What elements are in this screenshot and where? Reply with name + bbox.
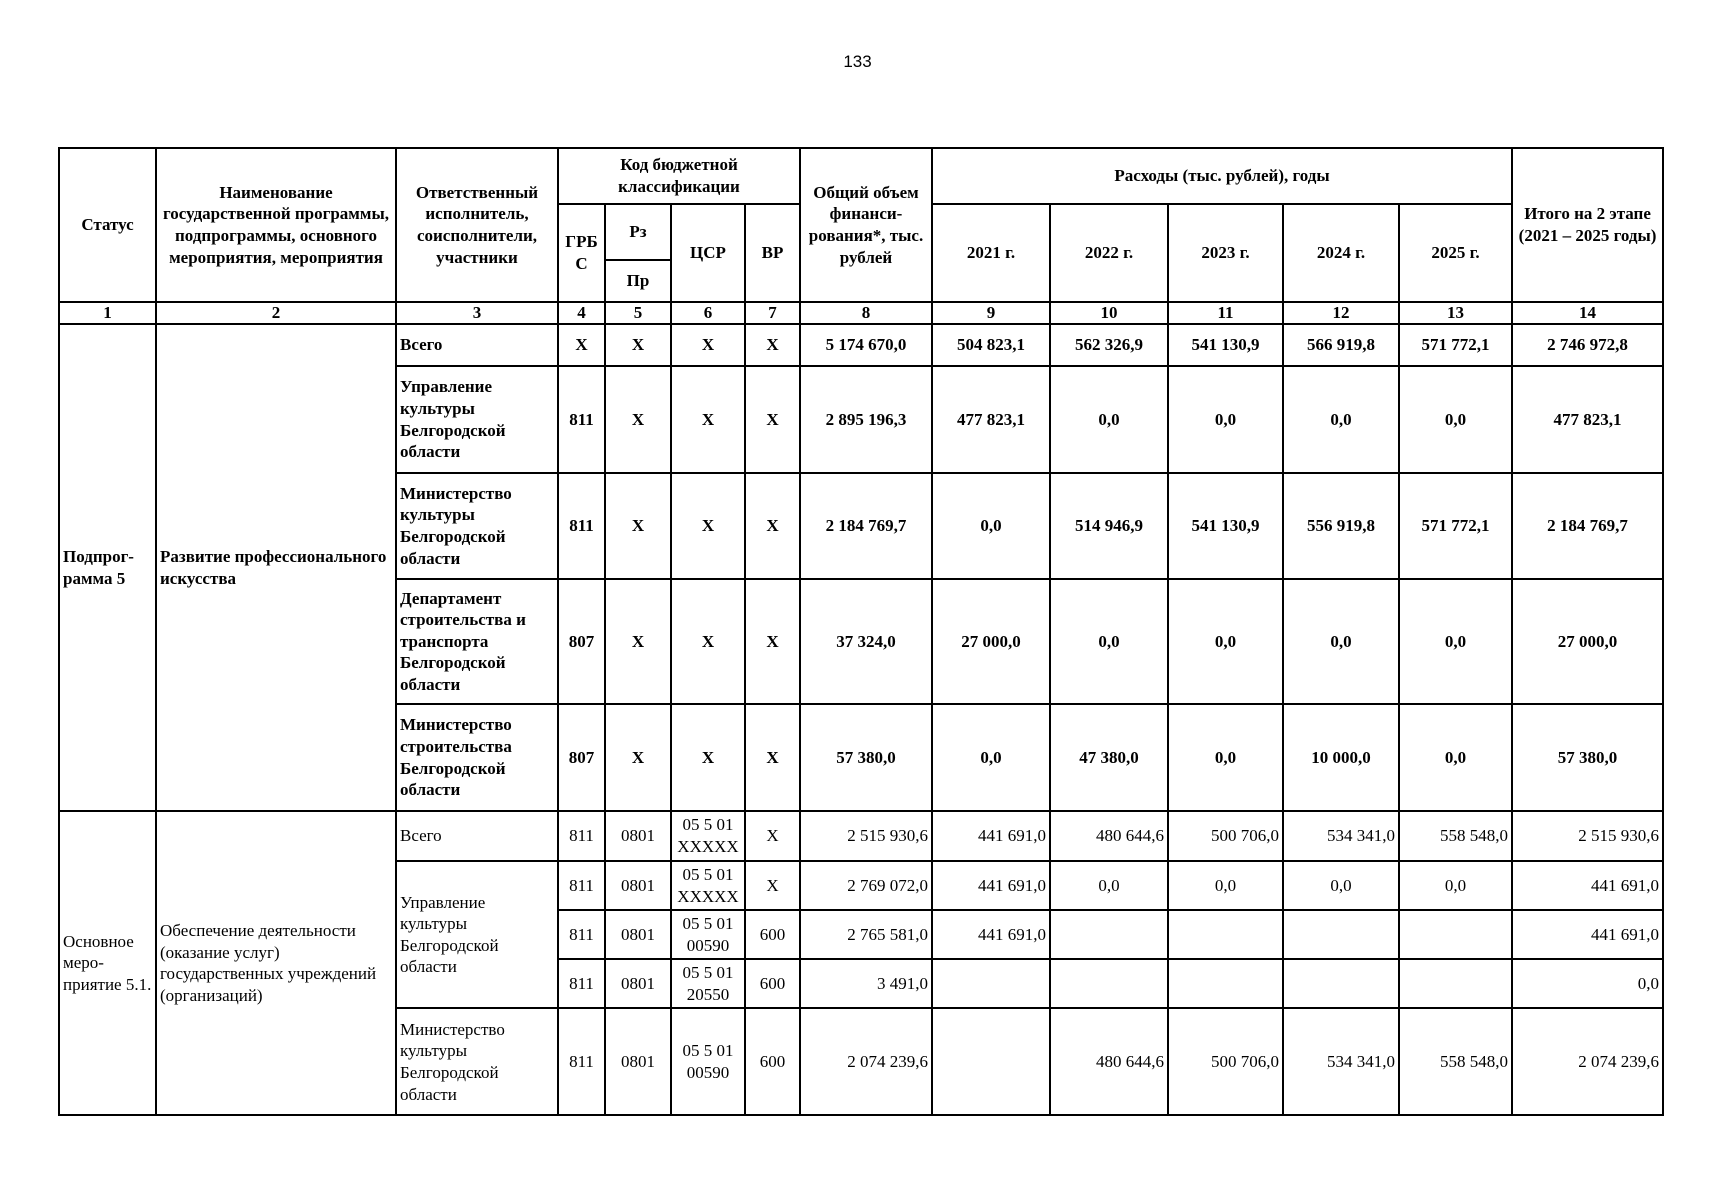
column-number: 4	[558, 302, 605, 324]
responsible-cell: Управление культуры Белгородской области	[396, 366, 558, 473]
rzpr-cell: X	[605, 579, 671, 704]
year-2022-cell: 0,0	[1050, 861, 1168, 910]
year-2025-cell: 0,0	[1399, 366, 1512, 473]
header-vr: ВР	[745, 204, 800, 302]
vr-cell: 600	[745, 1008, 800, 1115]
year-2024-cell: 10 000,0	[1283, 704, 1399, 811]
column-number: 14	[1512, 302, 1663, 324]
year-2022-cell: 480 644,6	[1050, 1008, 1168, 1115]
rzpr-cell: 0801	[605, 861, 671, 910]
grbs-cell: 811	[558, 811, 605, 861]
total-volume-cell: 2 184 769,7	[800, 473, 932, 579]
header-pr: Пр	[605, 260, 671, 302]
vr-cell: X	[745, 473, 800, 579]
header-year-2023: 2023 г.	[1168, 204, 1283, 302]
total-volume-cell: 2 515 930,6	[800, 811, 932, 861]
grbs-cell: 811	[558, 959, 605, 1008]
column-number: 10	[1050, 302, 1168, 324]
total-volume-cell: 37 324,0	[800, 579, 932, 704]
stage-total-cell: 2 184 769,7	[1512, 473, 1663, 579]
rzpr-cell: 0801	[605, 811, 671, 861]
rzpr-cell: 0801	[605, 910, 671, 959]
column-number: 8	[800, 302, 932, 324]
year-2023-cell: 541 130,9	[1168, 324, 1283, 366]
rzpr-cell: X	[605, 366, 671, 473]
year-2024-cell: 556 919,8	[1283, 473, 1399, 579]
year-2025-cell: 558 548,0	[1399, 1008, 1512, 1115]
stage-total-cell: 27 000,0	[1512, 579, 1663, 704]
page-number: 133	[843, 52, 872, 71]
grbs-cell: 811	[558, 1008, 605, 1115]
header-budget-code: Код бюджетной классификации	[558, 148, 800, 204]
csr-cell: 05 5 01 00590	[671, 910, 745, 959]
year-2025-cell: 0,0	[1399, 861, 1512, 910]
status-cell: Подпрог-рамма 5	[59, 324, 156, 811]
rzpr-cell: X	[605, 473, 671, 579]
header-status: Статус	[59, 148, 156, 302]
rzpr-cell: 0801	[605, 959, 671, 1008]
total-volume-cell: 2 074 239,6	[800, 1008, 932, 1115]
year-2022-cell: 47 380,0	[1050, 704, 1168, 811]
year-2024-cell: 0,0	[1283, 366, 1399, 473]
year-2024-cell: 0,0	[1283, 579, 1399, 704]
column-number: 3	[396, 302, 558, 324]
year-2024-cell: 0,0	[1283, 861, 1399, 910]
year-2025-cell: 571 772,1	[1399, 473, 1512, 579]
stage-total-cell: 477 823,1	[1512, 366, 1663, 473]
responsible-cell: Всего	[396, 324, 558, 366]
responsible-cell: Министерство культуры Белгородской области	[396, 1008, 558, 1115]
total-volume-cell: 2 769 072,0	[800, 861, 932, 910]
grbs-cell: 811	[558, 473, 605, 579]
grbs-cell: 807	[558, 704, 605, 811]
grbs-cell: 811	[558, 910, 605, 959]
header-responsible: Ответственный исполнитель, соисполнители, участники	[396, 148, 558, 302]
rzpr-cell: 0801	[605, 1008, 671, 1115]
csr-cell: X	[671, 366, 745, 473]
vr-cell: X	[745, 861, 800, 910]
year-2024-cell: 534 341,0	[1283, 811, 1399, 861]
stage-total-cell: 2 746 972,8	[1512, 324, 1663, 366]
year-2021-cell: 441 691,0	[932, 861, 1050, 910]
csr-cell: 05 5 01 20550	[671, 959, 745, 1008]
column-number: 2	[156, 302, 396, 324]
column-number: 6	[671, 302, 745, 324]
year-2022-cell: 0,0	[1050, 366, 1168, 473]
rzpr-cell: X	[605, 324, 671, 366]
csr-cell: 05 5 01 XXXXX	[671, 811, 745, 861]
vr-cell: 600	[745, 959, 800, 1008]
year-2022-cell: 514 946,9	[1050, 473, 1168, 579]
year-2021-cell	[932, 1008, 1050, 1115]
csr-cell: X	[671, 324, 745, 366]
total-volume-cell: 2 765 581,0	[800, 910, 932, 959]
vr-cell: X	[745, 811, 800, 861]
table-row	[59, 324, 1663, 366]
financing-table	[58, 147, 1664, 1116]
header-total-volume: Общий объем финанси-рования*, тыс. рублей	[800, 148, 932, 302]
stage-total-cell: 441 691,0	[1512, 910, 1663, 959]
total-volume-cell: 5 174 670,0	[800, 324, 932, 366]
program-name-cell: Развитие профессионального искусства	[156, 324, 396, 811]
total-volume-cell: 57 380,0	[800, 704, 932, 811]
header-csr: ЦСР	[671, 204, 745, 302]
year-2022-cell: 562 326,9	[1050, 324, 1168, 366]
stage-total-cell: 0,0	[1512, 959, 1663, 1008]
total-volume-cell: 3 491,0	[800, 959, 932, 1008]
year-2021-cell: 477 823,1	[932, 366, 1050, 473]
csr-cell: X	[671, 473, 745, 579]
vr-cell: X	[745, 704, 800, 811]
year-2023-cell: 500 706,0	[1168, 1008, 1283, 1115]
year-2025-cell	[1399, 910, 1512, 959]
year-2022-cell: 480 644,6	[1050, 811, 1168, 861]
grbs-cell: X	[558, 324, 605, 366]
header-year-2025: 2025 г.	[1399, 204, 1512, 302]
year-2023-cell: 0,0	[1168, 366, 1283, 473]
year-2023-cell: 0,0	[1168, 579, 1283, 704]
stage-total-cell: 2 074 239,6	[1512, 1008, 1663, 1115]
csr-cell: 05 5 01 00590	[671, 1008, 745, 1115]
year-2024-cell: 566 919,8	[1283, 324, 1399, 366]
year-2023-cell	[1168, 910, 1283, 959]
year-2025-cell: 0,0	[1399, 704, 1512, 811]
column-number: 12	[1283, 302, 1399, 324]
header-name: Наименование государственной программы, подпрограммы, основного мероприятия, мероприятия	[156, 148, 396, 302]
responsible-cell: Министерство строительства Белгородской области	[396, 704, 558, 811]
vr-cell: X	[745, 366, 800, 473]
vr-cell: 600	[745, 910, 800, 959]
program-name-cell: Обеспечение деятельности (оказание услуг) государственных учреждений (организаций)	[156, 811, 396, 1115]
year-2023-cell: 500 706,0	[1168, 811, 1283, 861]
header-year-2021: 2021 г.	[932, 204, 1050, 302]
year-2021-cell: 504 823,1	[932, 324, 1050, 366]
column-number: 1	[59, 302, 156, 324]
header-rz: Рз	[605, 204, 671, 260]
header-year-2024: 2024 г.	[1283, 204, 1399, 302]
header-year-2022: 2022 г.	[1050, 204, 1168, 302]
column-number: 9	[932, 302, 1050, 324]
year-2021-cell: 0,0	[932, 473, 1050, 579]
year-2023-cell	[1168, 959, 1283, 1008]
grbs-cell: 811	[558, 366, 605, 473]
column-number: 7	[745, 302, 800, 324]
grbs-cell: 807	[558, 579, 605, 704]
header-stage-total: Итого на 2 этапе (2021 – 2025 годы)	[1512, 148, 1663, 302]
year-2024-cell	[1283, 910, 1399, 959]
year-2025-cell: 0,0	[1399, 579, 1512, 704]
year-2025-cell: 558 548,0	[1399, 811, 1512, 861]
stage-total-cell: 2 515 930,6	[1512, 811, 1663, 861]
vr-cell: X	[745, 324, 800, 366]
csr-cell: 05 5 01 XXXXX	[671, 861, 745, 910]
year-2021-cell: 0,0	[932, 704, 1050, 811]
total-volume-cell: 2 895 196,3	[800, 366, 932, 473]
csr-cell: X	[671, 704, 745, 811]
year-2025-cell	[1399, 959, 1512, 1008]
responsible-group-cell: Управление культуры Белгородской области	[396, 861, 558, 1008]
year-2023-cell: 541 130,9	[1168, 473, 1283, 579]
status-cell: Основное меро-приятие 5.1.	[59, 811, 156, 1115]
responsible-cell: Министерство культуры Белгородской области	[396, 473, 558, 579]
rzpr-cell: X	[605, 704, 671, 811]
year-2021-cell: 441 691,0	[932, 910, 1050, 959]
year-2025-cell: 571 772,1	[1399, 324, 1512, 366]
responsible-cell: Всего	[396, 811, 558, 861]
year-2024-cell: 534 341,0	[1283, 1008, 1399, 1115]
header-grbs: ГРБС	[558, 204, 605, 302]
stage-total-cell: 441 691,0	[1512, 861, 1663, 910]
table-row	[59, 811, 1663, 861]
year-2022-cell	[1050, 959, 1168, 1008]
year-2022-cell: 0,0	[1050, 579, 1168, 704]
header-expenses: Расходы (тыс. рублей), годы	[932, 148, 1512, 204]
column-number: 11	[1168, 302, 1283, 324]
csr-cell: X	[671, 579, 745, 704]
year-2022-cell	[1050, 910, 1168, 959]
year-2021-cell	[932, 959, 1050, 1008]
year-2023-cell: 0,0	[1168, 704, 1283, 811]
stage-total-cell: 57 380,0	[1512, 704, 1663, 811]
column-number: 5	[605, 302, 671, 324]
year-2023-cell: 0,0	[1168, 861, 1283, 910]
grbs-cell: 811	[558, 861, 605, 910]
vr-cell: X	[745, 579, 800, 704]
year-2024-cell	[1283, 959, 1399, 1008]
year-2021-cell: 441 691,0	[932, 811, 1050, 861]
column-number: 13	[1399, 302, 1512, 324]
responsible-cell: Департамент строительства и транспорта Белгородской области	[396, 579, 558, 704]
year-2021-cell: 27 000,0	[932, 579, 1050, 704]
